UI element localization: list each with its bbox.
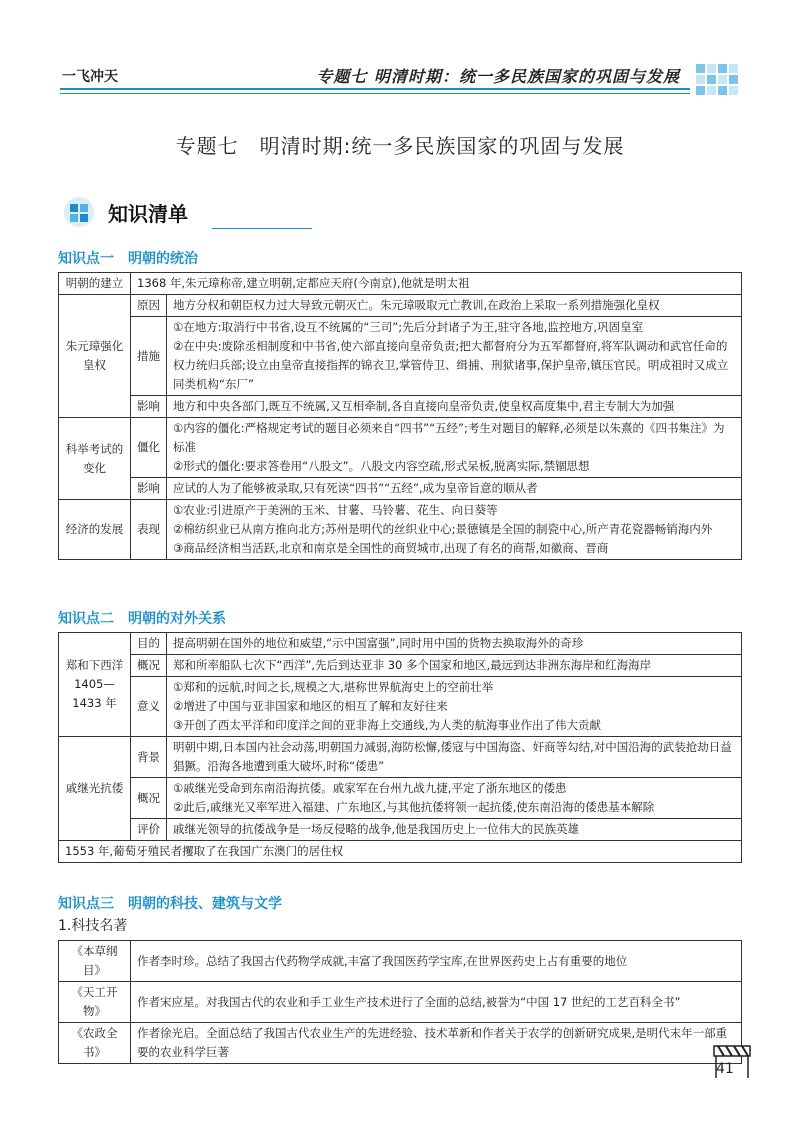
group-label: 经济的发展: [59, 500, 131, 560]
table-row: [59, 418, 742, 478]
cell-text: 作者宋应星。对我国古代的农业和手工业生产技术进行了全面的总结,被誉为“中国 17 世纪的工艺百科全书”: [131, 982, 742, 1023]
table-row: [59, 500, 742, 560]
header-rule-thin: [60, 93, 690, 94]
table-rule: [58, 272, 742, 560]
table-row: [59, 655, 742, 677]
row-label: 背景: [131, 737, 167, 778]
cell-text: [167, 500, 742, 560]
text-line: ①农业:引进原产于美洲的玉米、甘薯、马铃薯、花生、向日葵等: [173, 503, 498, 517]
table-row: [59, 778, 742, 819]
text-line: ②此后,戚继光又率军进入福建、广东地区,与其他抗倭将领一起抗倭,使东南沿海的倭患基本解除: [173, 800, 655, 814]
row-label: 表现: [131, 500, 167, 560]
section-heading-1: 知识点一 明朝的统治: [58, 251, 198, 267]
cell-text: 地方和中央各部门,既互不统属,又互相牵制,各自直接向皇帝负责,使皇权高度集中,君主专制大为加强: [167, 396, 742, 418]
page-number: 41: [716, 1061, 734, 1077]
knowledge-heading: [62, 196, 302, 228]
table-row: [59, 737, 742, 778]
text-line: ②在中央:废除丞相制度和中书省,使六部直接向皇帝负责;把大都督府分为五军都督府,将军队调动和武官任命的权力统归兵部;设立由皇帝直接指挥的锦衣卫,掌管侍卫、缉捕、刑狱诸事,保护皇帝,镇压官民。明成祖时又成立同类机构“东厂”: [173, 339, 729, 391]
text-line: ①在地方:取消行中书省,设互不统属的“三司”;先后分封诸子为王,驻守各地,监控地方,巩固皇室: [173, 320, 644, 334]
row-label: 原因: [131, 295, 167, 317]
cell-text: 应试的人为了能够被录取,只有死读“四书”“五经”,成为皇帝旨意的顺从者: [167, 478, 742, 500]
book-title: 《本草纲目》: [59, 941, 131, 982]
book-title: 《农政全书》: [59, 1023, 131, 1064]
cell-text: 郑和所率船队七次下“西洋”,先后到达亚非 30 多个国家和地区,最远到达非洲东海岸和红海海岸: [167, 655, 742, 677]
table-row: [59, 941, 742, 982]
cell-text: 提高明朝在国外的地位和威望,“示中国富强”,同时用中国的货物去换取海外的奇珍: [167, 633, 742, 655]
group-label: [59, 633, 131, 737]
row-label: 意义: [131, 677, 167, 737]
row-label: 概况: [131, 655, 167, 677]
text-line: ①戚继光受命到东南沿海抗倭。戚家军在台州九战九捷,平定了浙东地区的倭患: [173, 781, 567, 795]
header-decoration-icon: [696, 60, 740, 96]
text-line: ②棉纺织业已从南方推向北方;苏州是明代的丝织业中心;景德镇是全国的制瓷中心,所产青花瓷器畅销海内外: [173, 522, 713, 536]
row-label: 影响: [131, 396, 167, 418]
book-title: 《天工开物》: [59, 982, 131, 1023]
header-rule: [60, 88, 690, 90]
text-line: ③开创了西太平洋和印度洋之间的亚非海上交通线,为人类的航海事业作出了伟大贡献: [173, 718, 601, 732]
heading-underline: [212, 218, 312, 229]
text-line: ①郑和的远航,时间之长,规模之大,堪称世界航海史上的空前壮举: [173, 680, 494, 694]
row-label: 概况: [131, 778, 167, 819]
page-header: [40, 60, 740, 96]
table-row: [59, 478, 742, 500]
cell-text: 1553 年,葡萄牙殖民者攫取了在我国广东澳门的居住权: [59, 841, 742, 863]
table-foreign: [58, 632, 742, 863]
text-line: ③商品经济相当活跃,北京和南京是全国性的商贸城市,出现了有名的商帮,如徽商、晋商: [173, 541, 609, 555]
table-row: [59, 396, 742, 418]
group-label: 朱元璋强化皇权: [59, 295, 131, 418]
puzzle-icon: [62, 196, 100, 228]
group-label: 科举考试的变化: [59, 418, 131, 500]
table-row: [59, 982, 742, 1023]
brand-logo: 一飞冲天: [62, 69, 118, 85]
cell-text: 地方分权和朝臣权力过大导致元朝灭亡。朱元璋吸取元亡教训,在政治上采取一系列措施强化皇权: [167, 295, 742, 317]
table-row: [59, 295, 742, 317]
table-row: [59, 819, 742, 841]
cell-text: 作者李时珍。总结了我国古代药物学成就,丰富了我国医药学宝库,在世界医药史上占有重要的地位: [131, 941, 742, 982]
section-heading-3: 知识点三 明朝的科技、建筑与文学: [58, 896, 282, 912]
cell-text: [167, 778, 742, 819]
cell-text: [167, 317, 742, 396]
table-row: [59, 841, 742, 863]
table-row: [59, 633, 742, 655]
table-row: [59, 1023, 742, 1064]
cell-text: 1368 年,朱元璋称帝,建立明朝,定都应天府(今南京),他就是明太祖: [131, 273, 742, 295]
knowledge-heading-text: 知识清单: [108, 202, 188, 226]
table-row: [59, 677, 742, 737]
text-line: ②增进了中国与亚非国家和地区的相互了解和友好往来: [173, 699, 448, 713]
page-title: 专题七 明清时期:统一多民族国家的巩固与发展: [175, 134, 625, 158]
row-label: 目的: [131, 633, 167, 655]
cell-text: 作者徐光启。全面总结了我国古代农业生产的先进经验、技术革新和作者关于农学的创新研究成果,是明代末年一部重要的农业科学巨著: [131, 1023, 742, 1064]
header-subject: 专题七 明清时期：统一多民族国家的巩固与发展: [316, 67, 680, 86]
row-label: 明朝的建立: [59, 273, 131, 295]
text-line: ①内容的僵化:严格规定考试的题目必须来自“四书”“五经”;考生对题目的解释,必须是以朱熹的《四书集注》为标准: [173, 421, 725, 454]
table-books: [58, 940, 742, 1064]
section-heading-2: 知识点二 明朝的对外关系: [58, 611, 226, 627]
table-row: [59, 273, 742, 295]
cell-text: [167, 418, 742, 478]
cell-text: 明朝中期,日本国内社会动荡,明朝国力减弱,海防松懈,倭寇与中国海盗、奸商等勾结,对中国沿海的武装抢劫日益猖獗。沿海各地遭到重大破坏,时称“倭患”: [167, 737, 742, 778]
row-label: 评价: [131, 819, 167, 841]
row-label: 影响: [131, 478, 167, 500]
row-label: 措施: [131, 317, 167, 396]
table-row: [59, 317, 742, 396]
group-title: 郑和下西洋: [65, 658, 124, 672]
group-label: 戚继光抗倭: [59, 737, 131, 841]
cell-text: 戚继光领导的抗倭战争是一场反侵略的战争,他是我国历史上一位伟大的民族英雄: [167, 819, 742, 841]
sub-heading: 1.科技名著: [58, 918, 128, 934]
text-line: ②形式的僵化:要求答卷用“八股文”。八股文内容空疏,形式呆板,脱离实际,禁锢思想: [173, 459, 590, 473]
group-years: 1405—1433 年: [72, 677, 117, 710]
row-label: 僵化: [131, 418, 167, 478]
cell-text: [167, 677, 742, 737]
